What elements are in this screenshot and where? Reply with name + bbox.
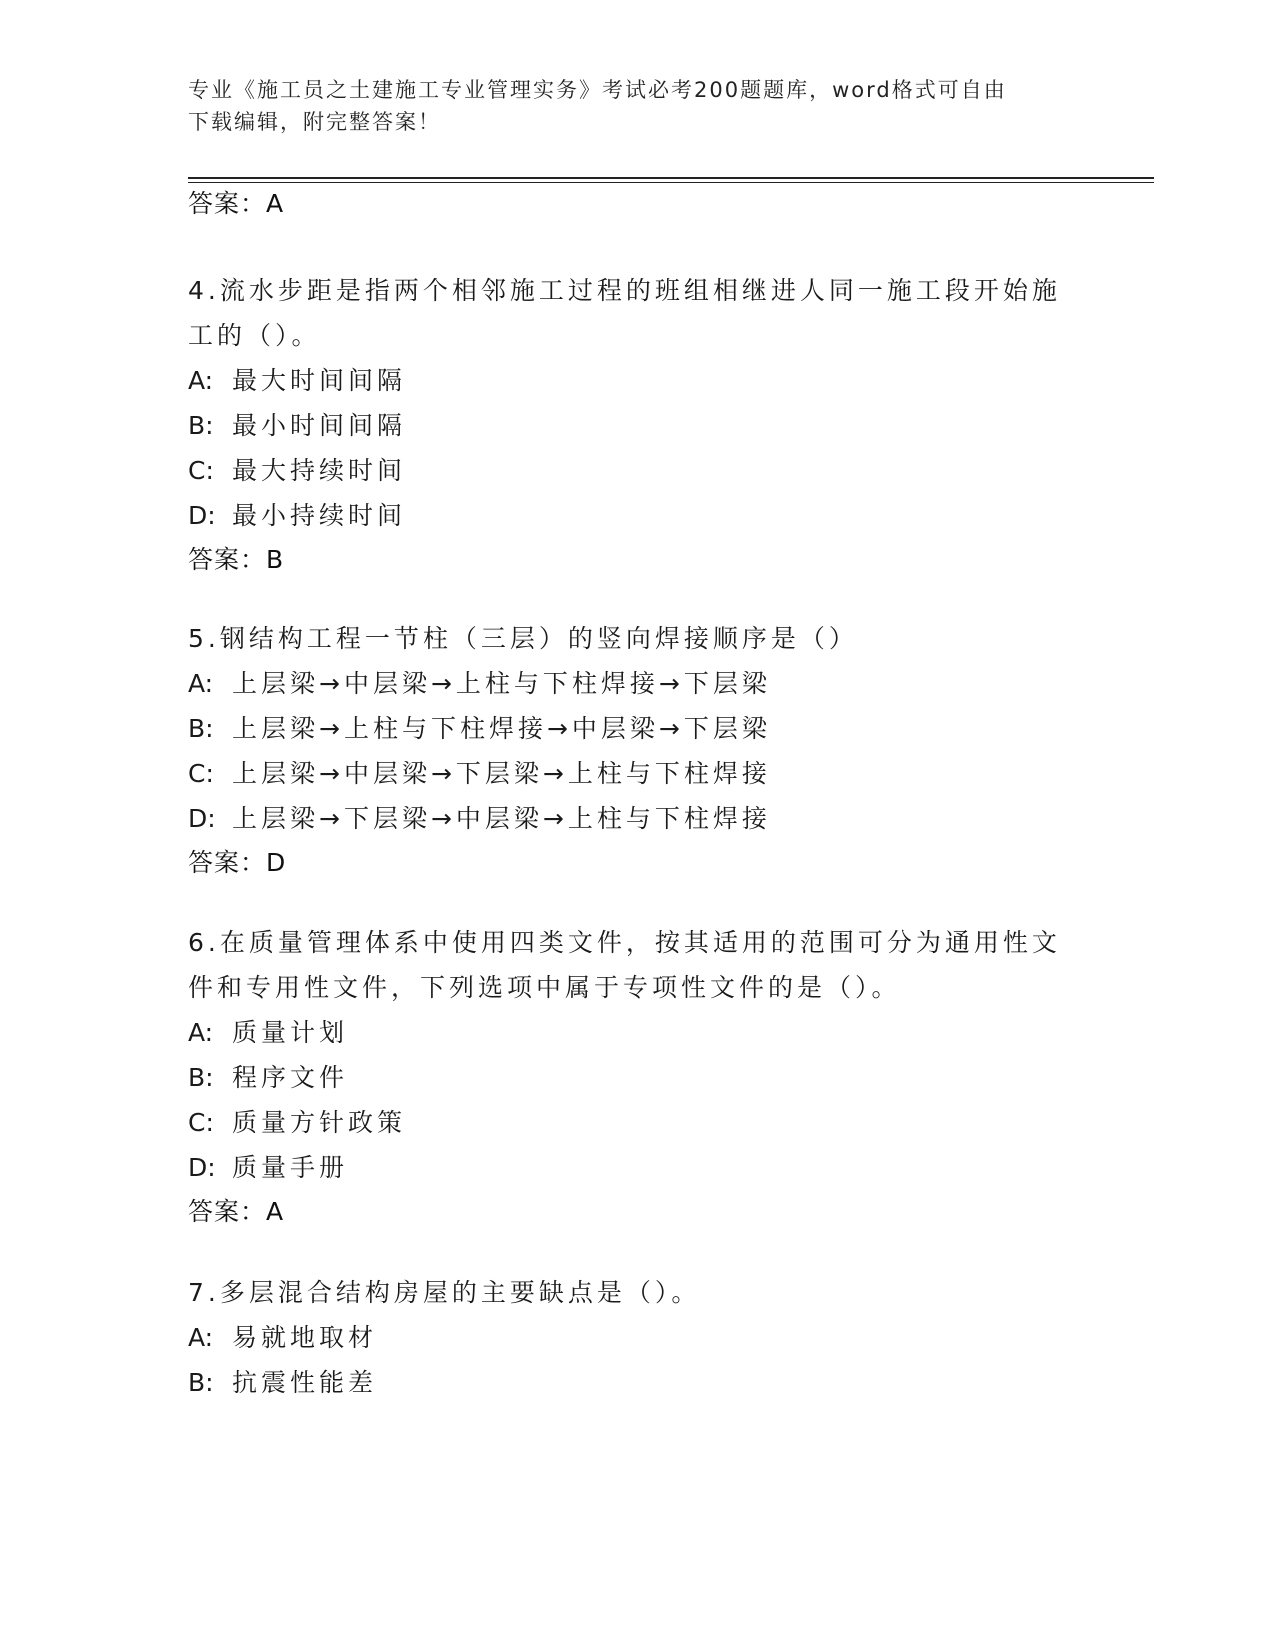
option-text: 质量计划 <box>232 1018 349 1047</box>
answer-text: 答案：A <box>188 1197 285 1226</box>
question-line: 4.流水步距是指两个相邻施工过程的班组相继进人同一施工段开始施 <box>188 276 1061 305</box>
header-line-2: 下载编辑，附完整答案！ <box>188 110 441 134</box>
option-letter: D: <box>188 501 216 530</box>
question-4 <box>188 268 1088 576</box>
header-rule-thick <box>188 177 1154 179</box>
option-text: 易就地取材 <box>232 1323 378 1352</box>
option-letter: B: <box>188 714 214 743</box>
option-text: 程序文件 <box>232 1063 349 1092</box>
option-b <box>188 1360 1088 1405</box>
option-letter: B: <box>188 1063 214 1092</box>
option-letter: D: <box>188 804 216 833</box>
header-rule-thin <box>188 182 1154 183</box>
option-c <box>188 1100 1088 1145</box>
option-letter: B: <box>188 1368 214 1397</box>
question-line: 5.钢结构工程一节柱（三层）的竖向焊接顺序是（） <box>188 624 858 653</box>
option-text: 最大时间间隔 <box>232 366 407 395</box>
option-letter: A: <box>188 1018 214 1047</box>
option-c <box>188 448 1088 493</box>
option-b <box>188 403 1088 448</box>
option-b <box>188 706 1088 751</box>
option-a <box>188 1010 1088 1055</box>
option-text: 最大持续时间 <box>232 456 407 485</box>
option-text: 上层梁→上柱与下柱焊接→中层梁→下层梁 <box>232 714 771 743</box>
header-line-1: 专业《施工员之土建施工专业管理实务》考试必考200题题库，word格式可自由 <box>188 78 1007 102</box>
option-text: 质量手册 <box>232 1153 349 1182</box>
option-a <box>188 1315 1088 1360</box>
option-b <box>188 1055 1088 1100</box>
option-text: 最小时间间隔 <box>232 411 407 440</box>
document-header <box>188 74 1088 138</box>
answer-text: 答案：B <box>188 545 285 574</box>
option-letter: C: <box>188 1108 214 1137</box>
question-line: 6.在质量管理体系中使用四类文件，按其适用的范围可分为通用性文 <box>188 928 1061 957</box>
option-d <box>188 493 1088 538</box>
option-d <box>188 1145 1088 1190</box>
question-line: 工的（）。 <box>188 321 321 350</box>
option-text: 最小持续时间 <box>232 501 407 530</box>
option-text: 上层梁→中层梁→上柱与下柱焊接→下层梁 <box>232 669 771 698</box>
option-letter: C: <box>188 456 214 485</box>
question-6 <box>188 920 1088 1228</box>
option-letter: B: <box>188 411 214 440</box>
option-text: 抗震性能差 <box>232 1368 378 1397</box>
question-line: 7.多层混合结构房屋的主要缺点是（）。 <box>188 1278 701 1307</box>
answer-text: 答案：D <box>188 848 287 877</box>
option-letter: A: <box>188 366 214 395</box>
option-text: 上层梁→下层梁→中层梁→上柱与下柱焊接 <box>232 804 771 833</box>
option-letter: C: <box>188 759 214 788</box>
option-c <box>188 751 1088 796</box>
option-text: 质量方针政策 <box>232 1108 407 1137</box>
option-text: 上层梁→中层梁→下层梁→上柱与下柱焊接 <box>232 759 771 788</box>
question-7 <box>188 1270 1088 1405</box>
option-letter: A: <box>188 669 214 698</box>
answer-prev <box>188 188 1088 220</box>
option-a <box>188 661 1088 706</box>
answer-text: 答案：A <box>188 189 285 218</box>
option-d <box>188 796 1088 841</box>
option-letter: A: <box>188 1323 214 1352</box>
question-5 <box>188 616 1088 879</box>
option-letter: D: <box>188 1153 216 1182</box>
option-a <box>188 358 1088 403</box>
question-line: 件和专用性文件，下列选项中属于专项性文件的是（）。 <box>188 973 901 1002</box>
